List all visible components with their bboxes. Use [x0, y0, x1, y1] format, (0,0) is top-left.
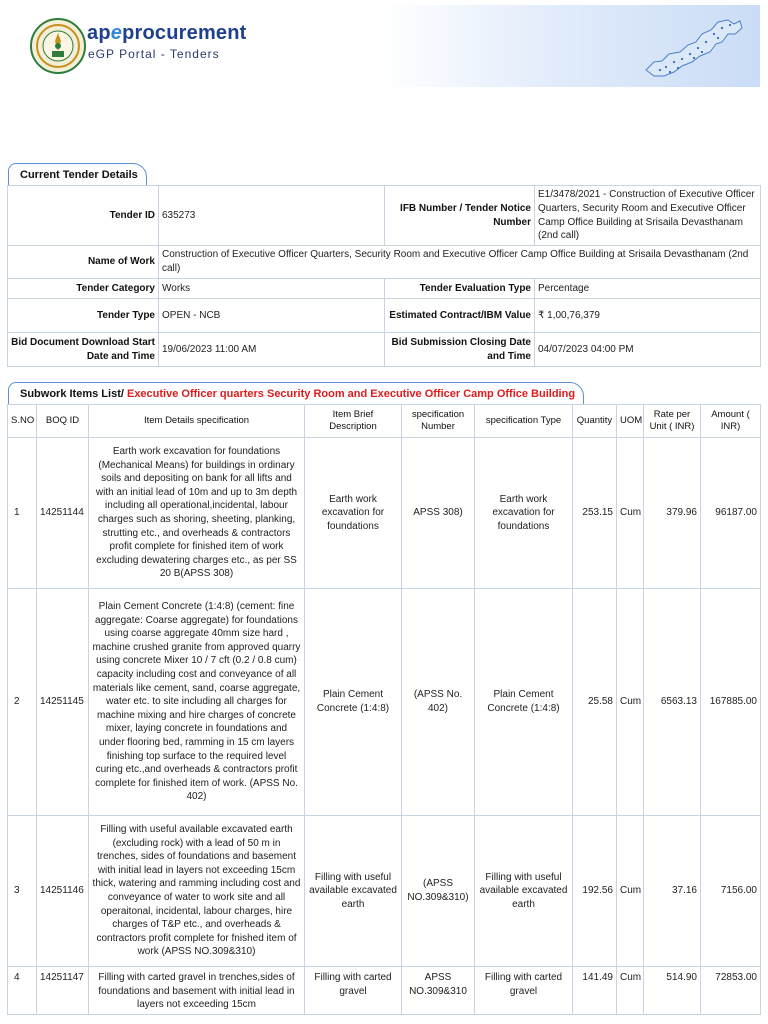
cell-spec-number: APSS 308) [402, 438, 475, 589]
details-row [8, 186, 761, 246]
bid-doc-download-value: 19/06/2023 11:00 AM [159, 333, 385, 367]
tender-type-value: OPEN - NCB [159, 299, 385, 333]
estimated-value-label: Estimated Contract/IBM Value [385, 299, 535, 333]
cell-spec-type: Filling with useful available excavated earth [475, 816, 573, 967]
tender-category-label: Tender Category [8, 279, 159, 299]
cell-brief-description: Plain Cement Concrete (1:4:8) [305, 589, 402, 816]
col-header-brief-description: Item Brief Description [305, 405, 402, 438]
table-row [8, 589, 761, 816]
cell-spec-number: (APSS NO.309&310) [402, 816, 475, 967]
col-header-spec-type: specification Type [475, 405, 573, 438]
evaluation-type-value: Percentage [535, 279, 761, 299]
cell-rate: 37.16 [644, 816, 701, 967]
cell-rate: 6563.13 [644, 589, 701, 816]
evaluation-type-label: Tender Evaluation Type [385, 279, 535, 299]
ifb-number-value: E1/3478/2021 - Construction of Executive Officer Quarters, Security Room and Executive Officer Camp Office Building at Srisaila Devasthanam (2nd call) [535, 186, 761, 246]
cell-item-details: Filling with useful available excavated earth (excluding rock) with a lead of 50 m in trenches, sides of foundations and basement with initial lead in layers not exceeding 15cm thick, watering and ramming including cost and conveyance of water to work site and all operaitonal, incidental, labour charges, hire charges of T&P etc., and overheads & contractors profit complete for fnished item of work (APSS NO.309&310) [89, 816, 305, 967]
col-header-spec-number: specification Number [402, 405, 475, 438]
bid-closing-value: 04/07/2023 04:00 PM [535, 333, 761, 367]
cell-sno: 3 [8, 816, 37, 967]
cell-quantity: 25.58 [573, 589, 617, 816]
bid-closing-label: Bid Submission Closing Date and Time [385, 333, 535, 367]
cell-uom: Cum [617, 438, 644, 589]
cell-quantity: 192.56 [573, 816, 617, 967]
cell-boq-id: 14251146 [37, 816, 89, 967]
cell-sno: 1 [8, 438, 37, 589]
cell-spec-type: Filling with carted gravel [475, 967, 573, 1015]
subwork-title-highlight: Executive Officer quarters Security Room and Executive Officer Camp Office Building [123, 388, 576, 400]
cell-rate: 379.96 [644, 438, 701, 589]
details-row [8, 333, 761, 367]
logo-e-mark: e [110, 22, 123, 44]
col-header-boq-id: BOQ ID [37, 405, 89, 438]
cell-sno: 2 [8, 589, 37, 816]
cell-boq-id: 14251144 [37, 438, 89, 589]
cell-spec-number: APSS NO.309&310 [402, 967, 475, 1015]
subwork-section-title [8, 382, 584, 405]
andhra-pradesh-map-icon [636, 12, 746, 80]
cell-boq-id: 14251147 [37, 967, 89, 1015]
tender-details-section-title: Current Tender Details [8, 163, 147, 186]
table-row [8, 816, 761, 967]
estimated-value: ₹ 1,00,76,379 [535, 299, 761, 333]
name-of-work-value: Construction of Executive Officer Quarters, Security Room and Executive Officer Camp Office Building at Srisaila Devasthanam (2nd call) [159, 246, 761, 279]
cell-amount: 72853.00 [701, 967, 761, 1015]
cell-quantity: 141.49 [573, 967, 617, 1015]
subwork-items-table [7, 404, 761, 1015]
cell-item-details: Filling with carted gravel in trenches,sides of foundations and basement with initial lead in layers not exceeding 15cm [89, 967, 305, 1015]
col-header-amount: Amount ( INR) [701, 405, 761, 438]
cell-brief-description: Earth work excavation for foundations [305, 438, 402, 589]
cell-uom: Cum [617, 816, 644, 967]
cell-amount: 7156.00 [701, 816, 761, 967]
cell-item-details: Plain Cement Concrete (1:4:8) (cement: fine aggregate: Coarse aggregate) for foundations using coarse aggregate 40mm size hard , machine crushed granite from approved quarry using concrete Mixer 10 / 7 cft (0.2 / 0.8 cum) capacity including cost and conveyance of all materials like cement, sand, coarse aggregate, water etc. to site including all charges for machine mixing and hire charges of concrete mixer, laying concrete in foundations and under flooring bed, ramming in 15 cm layers finishing top surface to the required level curing etc.,and overheads & contractors profit complete for finished item of work. (APSS No. 402) [89, 589, 305, 816]
cell-spec-number: (APSS No. 402) [402, 589, 475, 816]
cell-quantity: 253.15 [573, 438, 617, 589]
tender-details-table [7, 185, 761, 367]
cell-spec-type: Plain Cement Concrete (1:4:8) [475, 589, 573, 816]
col-header-sno: S.NO [8, 405, 37, 438]
tender-id-value: 635273 [159, 186, 385, 246]
details-row [8, 299, 761, 333]
portal-logo-text[interactable]: apeprocurement [87, 22, 247, 44]
name-of-work-label: Name of Work [8, 246, 159, 279]
page-header [0, 0, 768, 88]
table-header-row [8, 405, 761, 438]
tender-category-value: Works [159, 279, 385, 299]
col-header-uom: UOM [617, 405, 644, 438]
details-row [8, 246, 761, 279]
cell-amount: 96187.00 [701, 438, 761, 589]
table-row [8, 438, 761, 589]
col-header-quantity: Quantity [573, 405, 617, 438]
bid-doc-download-label: Bid Document Download Start Date and Time [8, 333, 159, 367]
table-row [8, 967, 761, 1015]
cell-rate: 514.90 [644, 967, 701, 1015]
portal-subtitle: eGP Portal - Tenders [88, 47, 220, 61]
col-header-item-details: Item Details specification [89, 405, 305, 438]
cell-boq-id: 14251145 [37, 589, 89, 816]
cell-brief-description: Filling with carted gravel [305, 967, 402, 1015]
cell-spec-type: Earth work excavation for foundations [475, 438, 573, 589]
col-header-rate: Rate per Unit ( INR) [644, 405, 701, 438]
subwork-title-prefix: Subwork Items List/ [20, 388, 124, 400]
cell-brief-description: Filling with useful available excavated earth [305, 816, 402, 967]
tender-type-label: Tender Type [8, 299, 159, 333]
cell-sno: 4 [8, 967, 37, 1015]
state-emblem-icon[interactable] [30, 18, 86, 74]
cell-item-details: Earth work excavation for foundations (Mechanical Means) for buildings in ordinary soils and depositing on bank for all lifts and with an initial lead of 10m and up to 3m depth including all operational,incidental, labour charges such as shoring, sheeting, planking, strutting etc., and overheads & contractors profit complete for finished item of work excluding dewatering charges etc., as per SS 20 B(APSS 308) [89, 438, 305, 589]
cell-amount: 167885.00 [701, 589, 761, 816]
ifb-number-label: IFB Number / Tender Notice Number [385, 186, 535, 246]
cell-uom: Cum [617, 967, 644, 1015]
cell-uom: Cum [617, 589, 644, 816]
tender-id-label: Tender ID [8, 186, 159, 246]
details-row [8, 279, 761, 299]
